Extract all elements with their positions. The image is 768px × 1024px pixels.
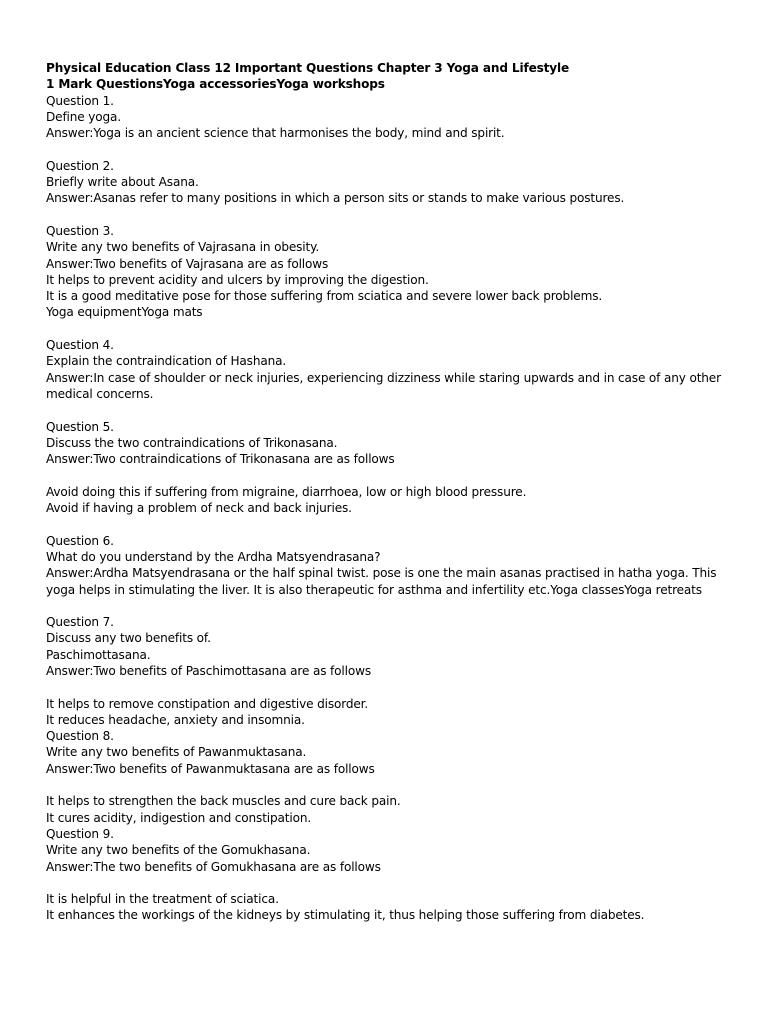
- document-title: Physical Education Class 12 Important Questions Chapter 3 Yoga and Lifestyle: [46, 61, 570, 75]
- body-text-line: Avoid doing this if suffering from migraine, diarrhoea, low or high blood pressure.: [46, 484, 527, 499]
- body-text-line: It is a good meditative pose for those suffering from sciatica and severe lower back problems.: [46, 289, 603, 304]
- answer-text: Answer:Yoga is an ancient science that harmonises the body, mind and spirit.: [46, 126, 505, 141]
- body-text-line: Yoga equipmentYoga mats: [46, 305, 203, 320]
- question-number: Question 9.: [46, 826, 114, 841]
- body-text-line: Paschimottasana.: [46, 647, 151, 662]
- question-number: Question 4.: [46, 338, 114, 353]
- body-text-line: What do you understand by the Ardha Matsyendrasana?: [46, 549, 381, 564]
- answer-text: Answer:Two benefits of Pawanmuktasana are as follows: [46, 761, 375, 776]
- body-text-line: It helps to remove constipation and digestive disorder.: [46, 696, 369, 711]
- text-block: [46, 891, 736, 924]
- question-number: Question 7.: [46, 615, 114, 630]
- text-block: [46, 158, 736, 207]
- body-text-line: Avoid if having a problem of neck and back injuries.: [46, 501, 352, 516]
- body-text-line: It reduces headache, anxiety and insomnia.: [46, 712, 305, 727]
- body-text-line: Write any two benefits of Pawanmuktasana.: [46, 745, 307, 760]
- answer-text: Answer:Two benefits of Paschimottasana are as follows: [46, 663, 371, 678]
- body-text-line: Discuss any two benefits of.: [46, 631, 211, 646]
- body-text-line: Briefly write about Asana.: [46, 175, 199, 190]
- blank-line: [46, 679, 736, 695]
- body-text-line: It cures acidity, indigestion and constipation.: [46, 810, 312, 825]
- body-text-line: Write any two benefits of Vajrasana in obesity.: [46, 240, 320, 255]
- answer-text: Answer:Ardha Matsyendrasana or the half spinal twist. pose is one the main asanas practised in hatha yoga. This yoga helps in stimulating the liver. It is also therapeutic for asthma and infertility etc.Yoga classesYoga retreats: [46, 566, 717, 597]
- blank-line: [46, 467, 736, 483]
- blank-line: [46, 777, 736, 793]
- question-number: Question 5.: [46, 419, 114, 434]
- question-number: Question 1.: [46, 93, 114, 108]
- question-blocks: [46, 93, 736, 924]
- document-subtitle: 1 Mark QuestionsYoga accessoriesYoga workshops: [46, 77, 385, 92]
- body-text-line: Write any two benefits of the Gomukhasana.: [46, 843, 311, 858]
- question-number: Question 6.: [46, 533, 114, 548]
- text-block: [46, 614, 736, 679]
- blank-line: [46, 516, 736, 532]
- text-block: [46, 419, 736, 468]
- question-number: Question 3.: [46, 223, 114, 238]
- body-text-line: It helps to strengthen the back muscles and cure back pain.: [46, 794, 401, 809]
- text-block: [46, 793, 736, 874]
- blank-line: [46, 402, 736, 418]
- question-number: Question 2.: [46, 158, 114, 173]
- answer-text: Answer:Asanas refer to many positions in which a person sits or stands to make various postures.: [46, 191, 625, 206]
- blank-line: [46, 207, 736, 223]
- text-block: [46, 223, 736, 321]
- document-page: [46, 60, 736, 924]
- body-text-line: It is helpful in the treatment of sciatica.: [46, 892, 279, 907]
- blank-line: [46, 598, 736, 614]
- blank-line: [46, 141, 736, 157]
- body-text-line: Discuss the two contraindications of Trikonasana.: [46, 435, 338, 450]
- answer-text: Answer:Two contraindications of Trikonasana are as follows: [46, 452, 395, 467]
- text-block: [46, 337, 736, 402]
- blank-line: [46, 875, 736, 891]
- answer-text: Answer:The two benefits of Gomukhasana are as follows: [46, 859, 381, 874]
- body-text-line: Explain the contraindication of Hashana.: [46, 354, 287, 369]
- text-block: [46, 93, 736, 142]
- body-text-line: Define yoga.: [46, 109, 122, 124]
- text-block: [46, 484, 736, 517]
- question-number: Question 8.: [46, 729, 114, 744]
- answer-text: Answer:In case of shoulder or neck injuries, experiencing dizziness while staring upwards and in case of any other medical concerns.: [46, 370, 721, 401]
- text-block: [46, 533, 736, 598]
- answer-text: Answer:Two benefits of Vajrasana are as follows: [46, 256, 329, 271]
- body-text-line: It enhances the workings of the kidneys by stimulating it, thus helping those suffering from diabetes.: [46, 908, 645, 923]
- blank-line: [46, 321, 736, 337]
- body-text-line: It helps to prevent acidity and ulcers by improving the digestion.: [46, 272, 429, 287]
- text-block: [46, 696, 736, 777]
